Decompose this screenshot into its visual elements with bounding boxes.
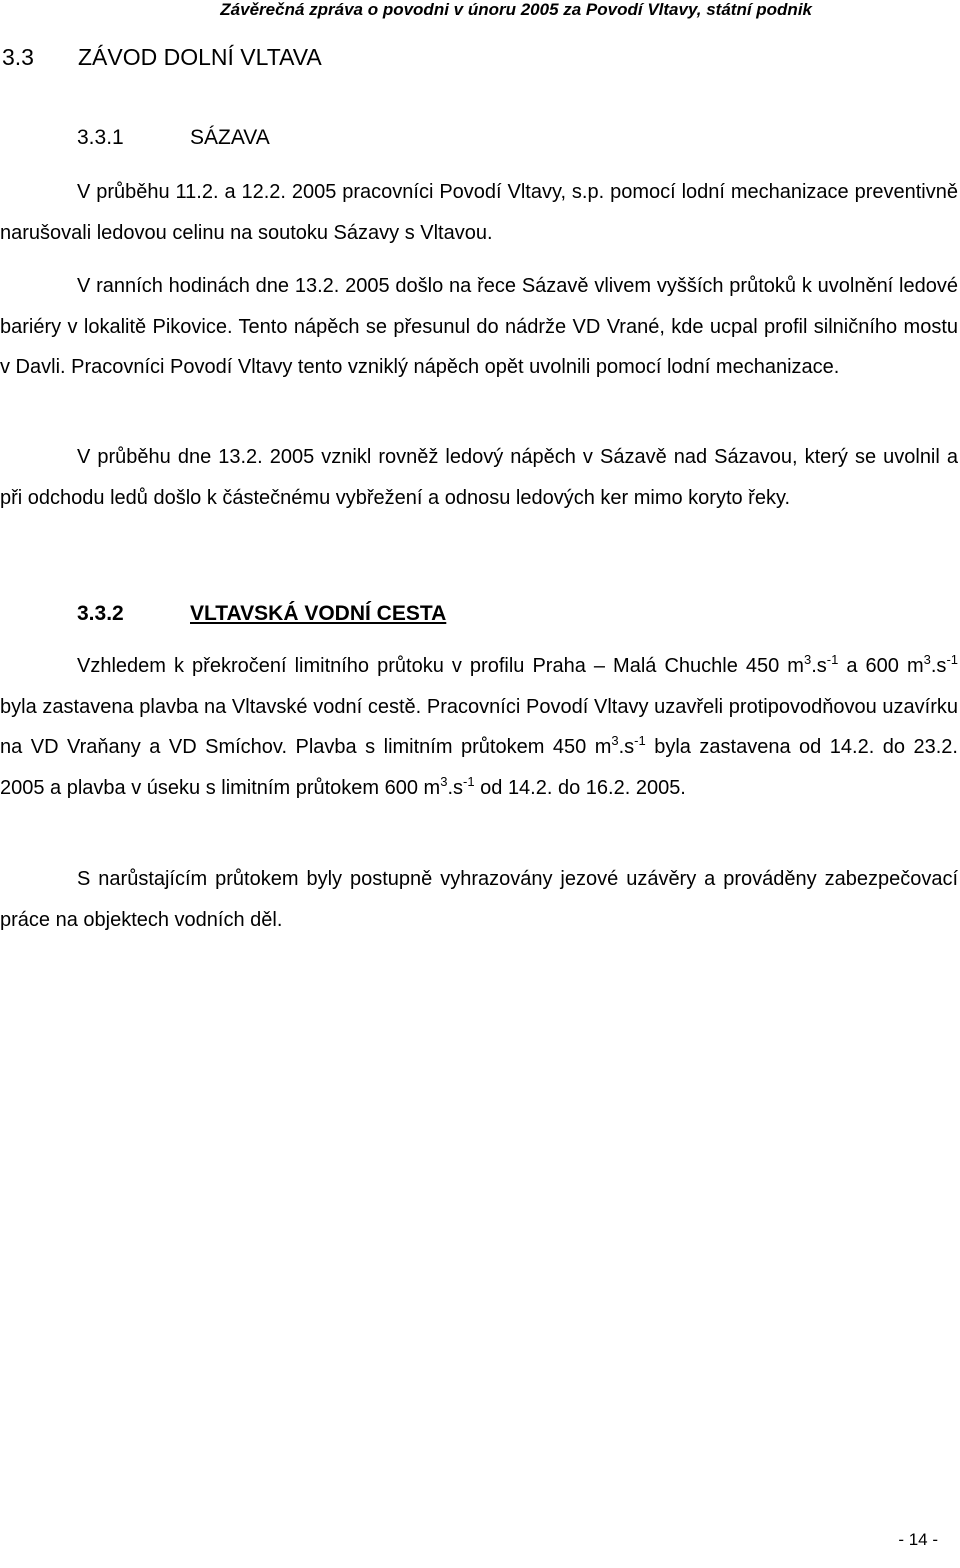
subsection-number: 3.3.1	[77, 126, 124, 149]
paragraph-sazava-1: V průběhu 11.2. a 12.2. 2005 pracovníci Povodí Vltavy, s.p. pomocí lodní mechanizace preventivně narušovali ledovou celinu na soutoku Sázavy s Vltavou.	[0, 181, 958, 244]
running-header: Závěrečná zpráva o povodni v únoru 2005 za Povodí Vltavy, státní podnik	[220, 0, 812, 19]
subsection-heading-vltavska	[77, 602, 446, 626]
paragraph-sazava-3: V průběhu dne 13.2. 2005 vznikl rovněž ledový nápěch v Sázavě nad Sázavou, který se uvolnil a při odchodu ledů došlo k částečnému vybřežení a odnosu ledových ker mimo koryto řeky.	[0, 446, 958, 509]
subsection-heading-sazava	[77, 126, 270, 150]
subsection-title: SÁZAVA	[190, 126, 270, 149]
section-number: 3.3	[2, 44, 34, 70]
subsection-number: 3.3.2	[77, 602, 124, 625]
paragraph-vltavska-2: S narůstajícím průtokem byly postupně vyhrazovány jezové uzávěry a prováděny zabezpečovací práce na objektech vodních děl.	[0, 868, 958, 931]
paragraph-vltavska-1: Vzhledem k překročení limitního průtoku v profilu Praha – Malá Chuchle 450 $m^3.s^{-1}$ a 600 $m^3.s^{-1}$ byla zastavena plavba na Vltavské vodní cestě. Pracovníci Povodí Vltavy uzavřeli protipovodňovou uzavírku na VD Vraňany a VD Smíchov. Plavba s limitním průtokem 450 $m^3.s^{-1}$ byla zastavena od 14.2. do 23.2. 2005 a plavba v úseku s limitním průtokem 600 $m^3.s^{-1}$ od 14.2. do 16.2. 2005.	[0, 652, 958, 799]
section-heading	[2, 44, 322, 71]
paragraph-sazava-2: V ranních hodinách dne 13.2. 2005 došlo na řece Sázavě vlivem vyšších průtoků k uvolnění ledové bariéry v lokalitě Pikovice. Tento nápěch se přesunul do nádrže VD Vrané, kde ucpal profil silničního mostu v Davli. Pracovníci Povodí Vltavy tento vzniklý nápěch opět uvolnili pomocí lodní mechanizace.	[0, 275, 958, 379]
subsection-title: VLTAVSKÁ VODNÍ CESTA	[190, 602, 447, 625]
section-title: ZÁVOD DOLNÍ VLTAVA	[78, 44, 322, 70]
page-number: - 14 -	[898, 1530, 938, 1549]
